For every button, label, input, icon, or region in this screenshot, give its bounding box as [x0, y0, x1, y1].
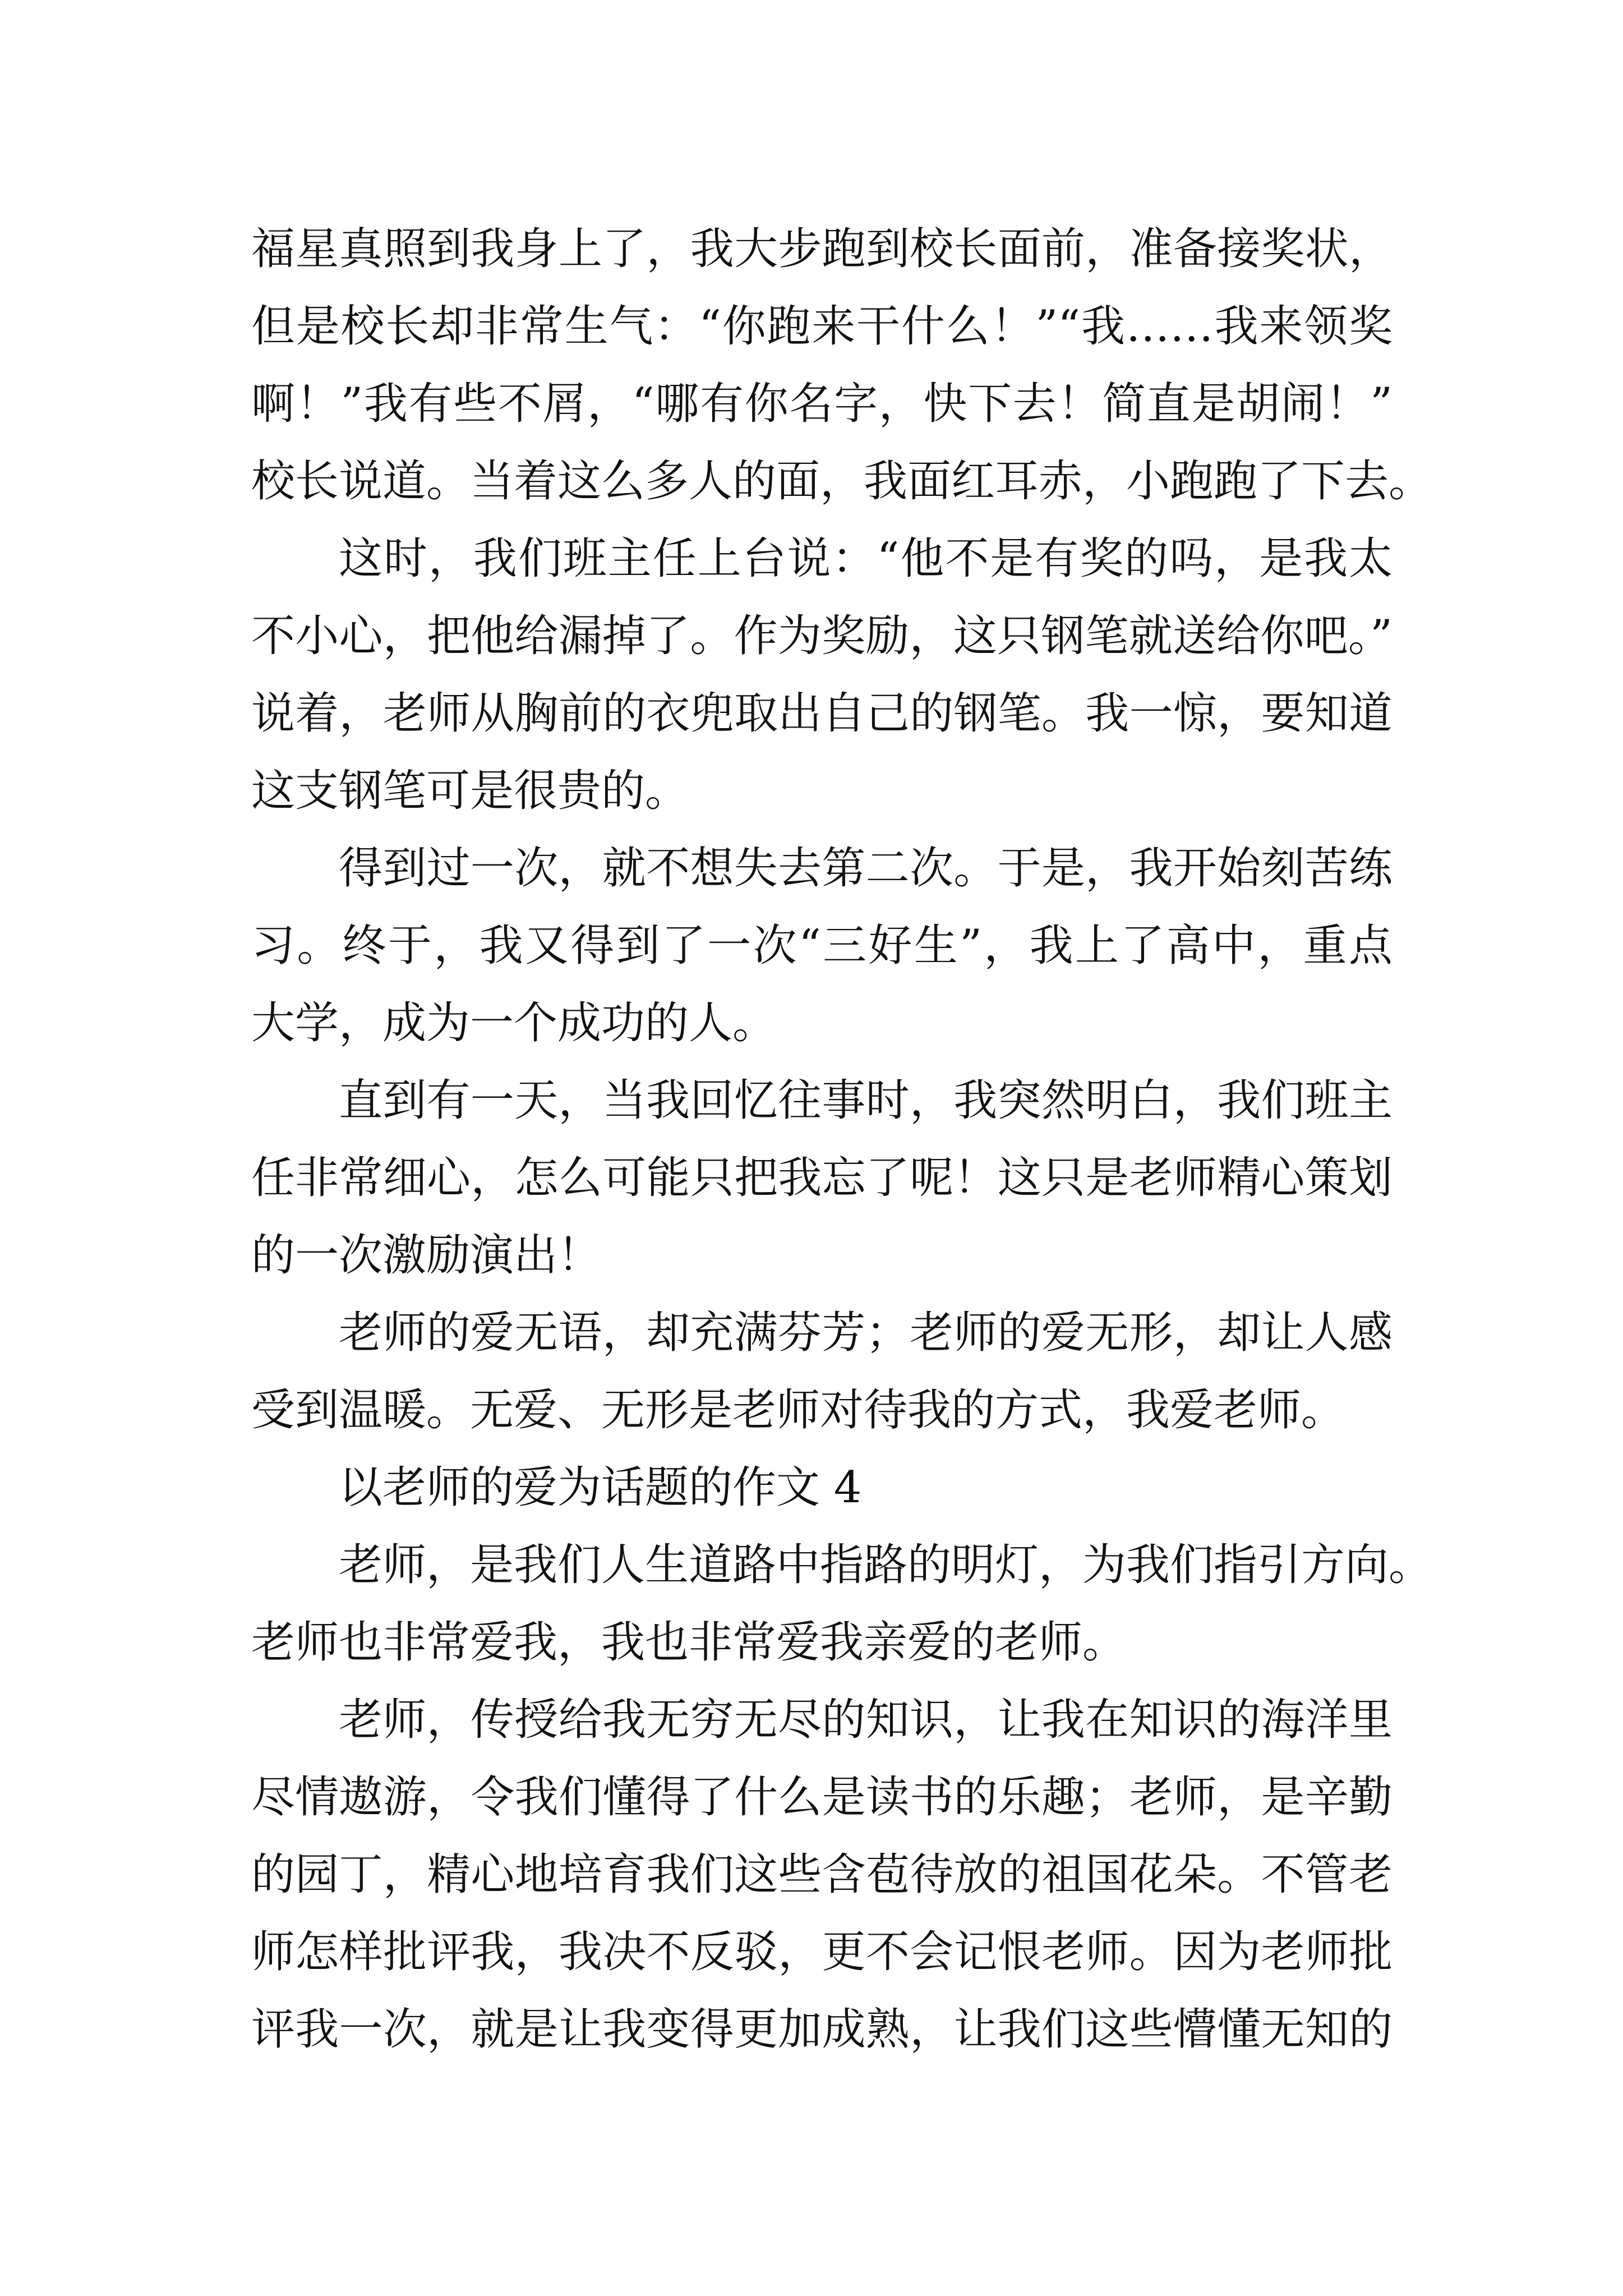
text-line: 这支钢笔可是很贵的。 [251, 766, 689, 816]
text-line: 老师，传授给我无穷无尽的知识，让我在知识的海洋里 [339, 1695, 1393, 1745]
text-line: 的园丁，精心地培育我们这些含苞待放的祖国花朵。不管老 [251, 1849, 1393, 1900]
text-line: 评我一次，就是让我变得更加成熟，让我们这些懵懂无知的 [251, 2004, 1393, 2055]
text-line: 老师，是我们人生道路中指路的明灯，为我们指引方向。 [339, 1540, 1433, 1590]
text-line: 大学，成为一个成功的人。 [251, 998, 777, 1048]
text-line: 老师也非常爱我，我也非常爱我亲爱的老师。 [251, 1617, 1127, 1668]
text-line: 的一次激励演出！ [251, 1230, 602, 1281]
text-line: 师怎样批评我，我决不反驳，更不会记恨老师。因为老师批 [251, 1927, 1393, 1977]
text-line: 但是校长却非常生气：“你跑来干什么！”“我……我来领奖 [251, 301, 1393, 352]
text-line: 福星真照到我身上了，我大步跑到校长面前，准备接奖状， [251, 224, 1393, 274]
text-line: 这时，我们班主任上台说：“他不是有奖的吗，是我太 [339, 533, 1393, 584]
text-line: 啊！”我有些不屑，“哪有你名字，快下去！简直是胡闹！” [251, 379, 1393, 429]
text-line: 老师的爱无语，却充满芬芳；老师的爱无形，却让人感 [339, 1308, 1393, 1358]
text-line: 校长说道。当着这么多人的面，我面红耳赤，小跑跑了下去。 [251, 456, 1433, 507]
text-line: 任非常细心，怎么可能只把我忘了呢！这只是老师精心策划 [251, 1153, 1393, 1203]
text-line: 得到过一次，就不想失去第二次。于是，我开始刻苦练 [339, 843, 1393, 894]
text-line: 说着，老师从胸前的衣兜取出自己的钢笔。我一惊，要知道 [251, 688, 1393, 739]
document-body [251, 210, 1433, 2068]
text-line: 直到有一天，当我回忆往事时，我突然明白，我们班主 [339, 1075, 1393, 1126]
text-line: 尽情遨游，令我们懂得了什么是读书的乐趣；老师，是辛勤 [251, 1772, 1393, 1823]
text-line: 不小心，把他给漏掉了。作为奖励，这只钢笔就送给你吧。” [251, 611, 1393, 661]
text-line: 习。终于，我又得到了一次“三好生”，我上了高中，重点 [251, 921, 1393, 971]
text-line: 受到温暖。无爱、无形是老师对待我的方式，我爱老师。 [251, 1385, 1345, 1435]
section-heading: 以老师的爱为话题的作文 4 [339, 1462, 862, 1513]
